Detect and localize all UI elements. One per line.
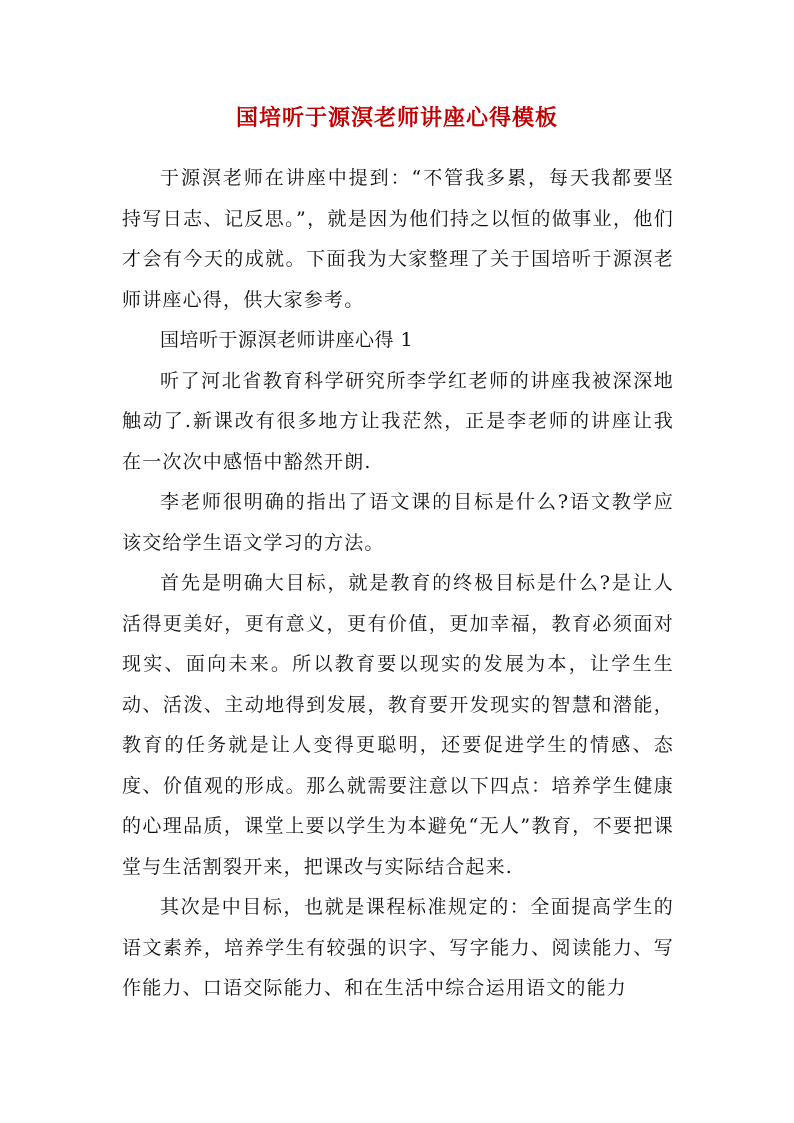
paragraph: 首先是明确大目标，就是教育的终极目标是什么?是让人活得更美好，更有意义，更有价值，更加幸福，教育必须面对现实、面向未来。所以教育要以现实的发展为本，让学生生动、活泼、主动地得到发展，教育要开发现实的智慧和潜能，教育的任务就是让人变得更聪明，还要促进学生的情感、态度、价值观的形成。那么就需要注意以下四点：培养学生健康的心理品质，课堂上要以学生为本避免“无人”教育，不要把课堂与生活割裂开来，把课改与实际结合起来. [122,572,674,878]
paragraph: 李老师很明确的指出了语文课的目标是什么?语文教学应该交给学生语文学习的方法。 [122,491,674,554]
section-heading: 国培听于源溟老师讲座心得 1 [160,329,414,351]
paragraph: 听了河北省教育科学研究所李学红老师的讲座我被深深地触动了.新课改有很多地方让我茫然，正是李老师的讲座让我在一次次中感悟中豁然开朗. [122,369,674,473]
document-body [122,158,674,1009]
document-title: 国培听于源溟老师讲座心得模板 [235,105,558,131]
paragraph: 其次是中目标，也就是课程标准规定的：全面提高学生的语文素养，培养学生有较强的识字、写字能力、阅读能力、写作能力、口语交际能力、和在生活中综合运用语文的能力 [122,896,674,999]
paragraph-intro: 于源溟老师在讲座中提到：“不管我多累，每天我都要坚持写日志、记反思。”，就是因为他们持之以恒的做事业，他们才会有今天的成就。下面我为大家整理了关于国培听于源溟老师讲座心得，供大家参考。 [122,167,674,311]
